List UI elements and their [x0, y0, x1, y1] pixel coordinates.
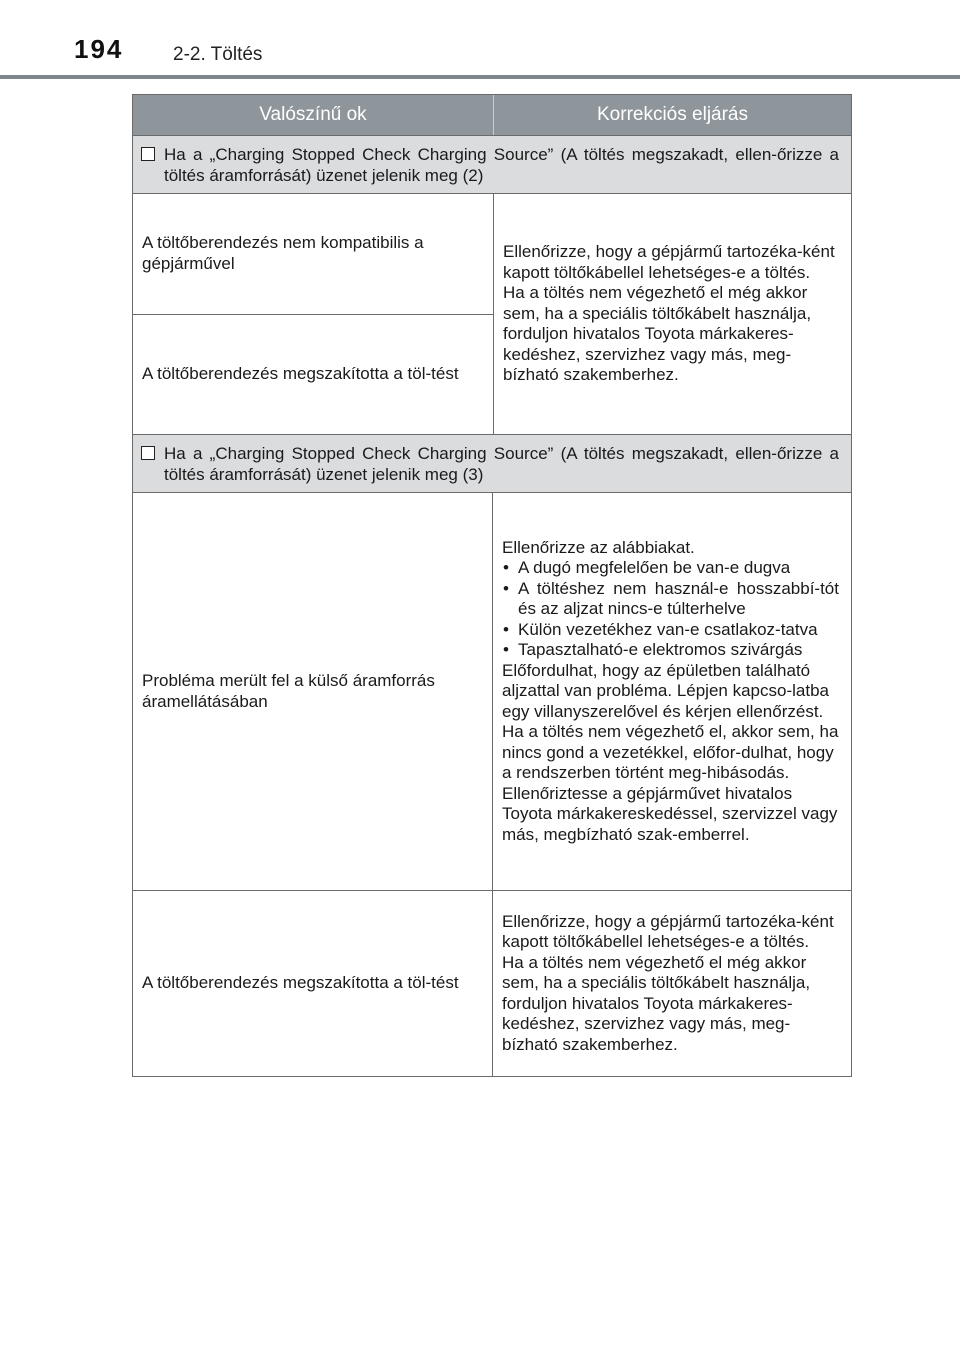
- remedy-text: Ellenőrizze, hogy a gépjármű tartozéka-ként kapott töltőkábellel lehetséges-e a töltés. Ha a töltés nem végezhető el még akkor sem, ha a speciális töltőkábelt használja, forduljon hivatalos Toyota márkakeres-kedéshez, szervizhez vagy más, meg-bízható szakemberhez.: [502, 911, 834, 1054]
- remedy-note: Előfordulhat, hogy az épületben található aljzattal van probléma. Lépjen kapcso-latba egy villanyszerelővel és kérjen ellenőrzést.: [502, 660, 829, 721]
- header-divider: [0, 75, 960, 79]
- section-heading-2: [133, 136, 851, 194]
- bullet-icon: •: [503, 558, 509, 578]
- list-item: • Tapasztalható-e elektromos szivárgás: [503, 640, 803, 660]
- section-heading-text: Ha a „Charging Stopped Check Charging Source” (A töltés megszakadt, ellen-őrizze a töltés áramforrását) üzenet jelenik meg (2): [164, 145, 839, 185]
- checkbox-square-icon: [141, 147, 155, 161]
- column-header-remedy: Korrekciós eljárás: [597, 104, 748, 125]
- table-row: [133, 891, 851, 1076]
- section-heading-3: [133, 435, 851, 493]
- cause-cell: [133, 194, 493, 314]
- cause-cell-group: [133, 194, 494, 434]
- cause-text: A töltőberendezés nem kompatibilis a gépjárművel: [142, 233, 424, 273]
- page-number: 194: [74, 34, 124, 64]
- cause-text: A töltőberendezés megszakította a töl-tést: [142, 364, 459, 383]
- section-title: 2-2. Töltés: [173, 44, 263, 65]
- column-header-cause: Valószínű ok: [133, 95, 494, 135]
- cause-cell: [133, 314, 493, 435]
- section-heading-text: Ha a „Charging Stopped Check Charging Source” (A töltés megszakadt, ellen-őrizze a töltés áramforrását) üzenet jelenik meg (3): [164, 444, 839, 484]
- page-header: [0, 0, 960, 80]
- list-item: • Külön vezetékhez van-e csatlakoz-tatva: [503, 619, 818, 639]
- table-row: [133, 493, 851, 891]
- list-item: • A töltéshez nem használ-e hosszabbí-tót és az aljzat nincs-e túlterhelve: [503, 578, 839, 619]
- cause-text: A töltőberendezés megszakította a töl-tést: [142, 973, 459, 993]
- troubleshooting-table: [132, 94, 852, 1077]
- cause-cell: [133, 493, 493, 890]
- cause-cell: [133, 891, 493, 1076]
- bullet-icon: •: [503, 619, 509, 639]
- checkbox-square-icon: [141, 446, 155, 460]
- list-item: • A dugó megfelelően be van-e dugva: [503, 558, 791, 578]
- table-header: [133, 95, 851, 136]
- remedy-intro: Ellenőrizze az alábbiakat.: [502, 537, 695, 557]
- remedy-cell: [494, 194, 851, 434]
- bullet-icon: •: [503, 640, 509, 660]
- remedy-cell: [493, 891, 851, 1076]
- bullet-icon: •: [503, 578, 509, 598]
- remedy-note: Ha a töltés nem végezhető el, akkor sem, ha nincs gond a vezetékkel, előfor-dulhat, hogy a rendszerben történt meg-hibásodás. Ellenőriztesse a gépjárművet hivatalos Toyota márkakereskedéssel, szervizzel vagy más, megbízható szak-emberrel.: [502, 722, 839, 844]
- remedy-cell: [493, 493, 851, 890]
- cause-text: Probléma merült fel a külső áramforrás áramellátásában: [142, 671, 435, 711]
- remedy-text: Ellenőrizze, hogy a gépjármű tartozéka-ként kapott töltőkábellel lehetséges-e a töltés. Ha a töltés nem végezhető el még akkor sem, ha a speciális töltőkábelt használja, forduljon hivatalos Toyota márkakeres-kedéshez, szervizhez vagy más, meg-bízható szakemberhez.: [503, 242, 835, 385]
- table-row: [133, 194, 851, 435]
- remedy-content: [502, 538, 839, 846]
